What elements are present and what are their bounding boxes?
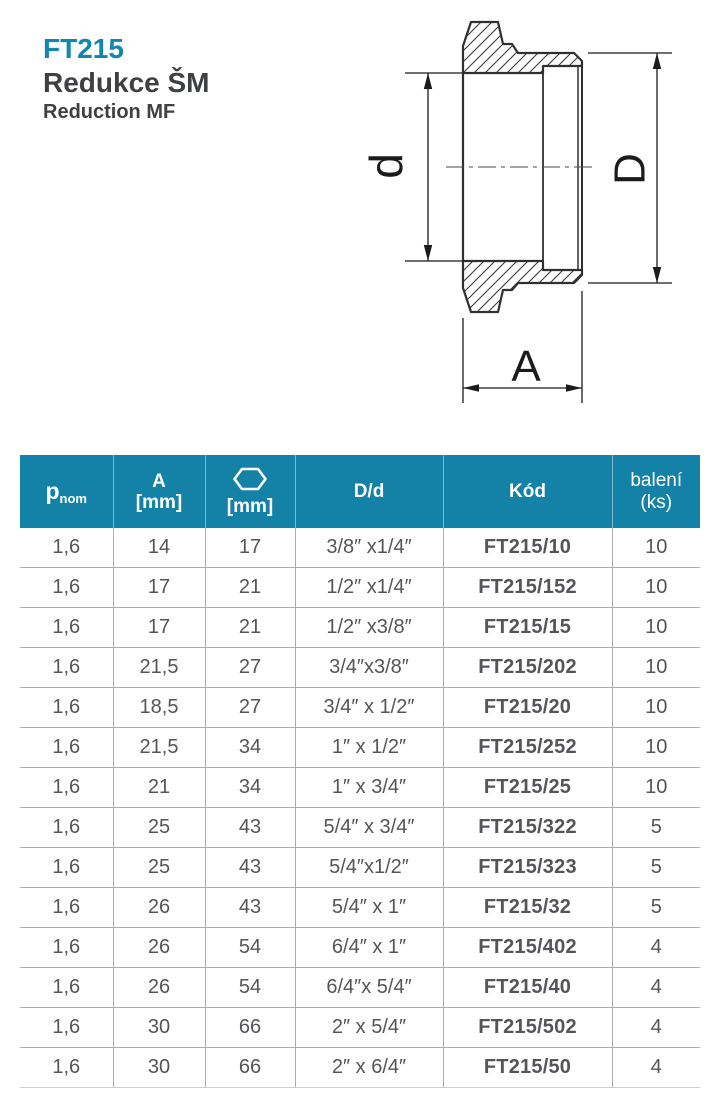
col-pack-label: balení xyxy=(630,469,683,491)
col-header-pack xyxy=(612,455,700,528)
section-bottom-wall xyxy=(463,261,582,312)
fitting-edges xyxy=(463,66,582,270)
pnom-sub: nom xyxy=(59,490,87,506)
cell-code: FT215/502 xyxy=(443,1008,612,1048)
cell-pack: 10 xyxy=(612,728,700,768)
cell-code: FT215/20 xyxy=(443,688,612,728)
arrow-right xyxy=(566,384,582,392)
table-row xyxy=(20,648,700,688)
cell-pnom: 1,6 xyxy=(20,928,113,968)
cell-a-mm: 26 xyxy=(113,888,205,928)
table-row xyxy=(20,848,700,888)
product-code: FT215 xyxy=(43,33,124,64)
cell-code: FT215/322 xyxy=(443,808,612,848)
cell-hex-mm: 43 xyxy=(205,808,295,848)
cell-code: FT215/402 xyxy=(443,928,612,968)
cell-dd: 2″ x 6/4″ xyxy=(295,1048,443,1088)
cell-code: FT215/32 xyxy=(443,888,612,928)
cell-code: FT215/152 xyxy=(443,568,612,608)
cell-hex-mm: 54 xyxy=(205,968,295,1008)
cell-pnom: 1,6 xyxy=(20,608,113,648)
cell-pnom: 1,6 xyxy=(20,848,113,888)
cell-hex-mm: 43 xyxy=(205,848,295,888)
cell-a-mm: 25 xyxy=(113,848,205,888)
cell-code: FT215/40 xyxy=(443,968,612,1008)
col-a-symbol: A xyxy=(152,470,166,492)
cell-code: FT215/15 xyxy=(443,608,612,648)
product-header xyxy=(43,34,210,123)
section-top-wall xyxy=(463,22,582,73)
cell-hex-mm: 27 xyxy=(205,648,295,688)
table-row xyxy=(20,808,700,848)
cell-pack: 10 xyxy=(612,688,700,728)
cell-dd: 6/4″ x 1″ xyxy=(295,928,443,968)
table-row xyxy=(20,728,700,768)
cell-dd: 2″ x 5/4″ xyxy=(295,1008,443,1048)
cell-a-mm: 21 xyxy=(113,768,205,808)
cell-pnom: 1,6 xyxy=(20,728,113,768)
cell-a-mm: 21,5 xyxy=(113,648,205,688)
cell-pack: 10 xyxy=(612,648,700,688)
table-row xyxy=(20,968,700,1008)
cell-dd: 5/4″x1/2″ xyxy=(295,848,443,888)
hex-nut-icon xyxy=(206,466,295,492)
dim-label-A: A xyxy=(511,342,541,391)
cell-code: FT215/202 xyxy=(443,648,612,688)
arrow-left xyxy=(463,384,479,392)
table-body xyxy=(20,528,700,1088)
col-header-code: Kód xyxy=(443,455,612,528)
cell-code: FT215/50 xyxy=(443,1048,612,1088)
dim-label-D: D xyxy=(605,153,655,185)
cell-hex-mm: 17 xyxy=(205,528,295,568)
spec-table xyxy=(20,455,700,1088)
col-header-dd: D/d xyxy=(295,455,443,528)
cell-pack: 5 xyxy=(612,848,700,888)
cell-dd: 3/8″ x1/4″ xyxy=(295,528,443,568)
cell-pack: 5 xyxy=(612,888,700,928)
cell-a-mm: 26 xyxy=(113,928,205,968)
cell-pnom: 1,6 xyxy=(20,968,113,1008)
cell-pack: 10 xyxy=(612,608,700,648)
cell-hex-mm: 66 xyxy=(205,1008,295,1048)
cell-code: FT215/323 xyxy=(443,848,612,888)
cell-pack: 10 xyxy=(612,528,700,568)
table-row xyxy=(20,1048,700,1088)
cell-pnom: 1,6 xyxy=(20,648,113,688)
product-name-cs: Redukce ŠM xyxy=(43,67,210,99)
product-name-en: Reduction MF xyxy=(43,100,176,123)
cell-dd: 1″ x 3/4″ xyxy=(295,768,443,808)
arrow-up xyxy=(424,73,432,89)
cell-a-mm: 30 xyxy=(113,1008,205,1048)
cell-a-mm: 14 xyxy=(113,528,205,568)
dim-label-d: d xyxy=(360,153,413,179)
cell-pnom: 1,6 xyxy=(20,688,113,728)
cell-a-mm: 26 xyxy=(113,968,205,1008)
col-header-a xyxy=(113,455,205,528)
cell-dd: 1″ x 1/2″ xyxy=(295,728,443,768)
cell-a-mm: 17 xyxy=(113,608,205,648)
table-row xyxy=(20,888,700,928)
header-row xyxy=(20,455,700,528)
cell-dd: 1/2″ x3/8″ xyxy=(295,608,443,648)
cell-dd: 1/2″ x1/4″ xyxy=(295,568,443,608)
cell-pnom: 1,6 xyxy=(20,768,113,808)
cell-pnom: 1,6 xyxy=(20,1008,113,1048)
col-a-unit: [mm] xyxy=(135,491,183,513)
cell-hex-mm: 66 xyxy=(205,1048,295,1088)
cell-dd: 6/4″x 5/4″ xyxy=(295,968,443,1008)
cell-a-mm: 18,5 xyxy=(113,688,205,728)
cell-a-mm: 25 xyxy=(113,808,205,848)
col-header-hex xyxy=(205,455,295,528)
arrow-down xyxy=(424,245,432,261)
col-header-pnom xyxy=(20,455,113,528)
cell-dd: 5/4″ x 1″ xyxy=(295,888,443,928)
cell-a-mm: 30 xyxy=(113,1048,205,1088)
cell-pnom: 1,6 xyxy=(20,528,113,568)
cell-hex-mm: 54 xyxy=(205,928,295,968)
cell-hex-mm: 43 xyxy=(205,888,295,928)
technical-drawing xyxy=(360,0,713,420)
table-row xyxy=(20,1008,700,1048)
cell-a-mm: 21,5 xyxy=(113,728,205,768)
cell-hex-mm: 21 xyxy=(205,568,295,608)
table-row xyxy=(20,568,700,608)
cell-pack: 4 xyxy=(612,968,700,1008)
table-row xyxy=(20,608,700,648)
cell-pnom: 1,6 xyxy=(20,1048,113,1088)
cell-hex-mm: 21 xyxy=(205,608,295,648)
cell-pack: 5 xyxy=(612,808,700,848)
cell-pack: 4 xyxy=(612,1048,700,1088)
cell-pack: 4 xyxy=(612,928,700,968)
spec-table-header xyxy=(20,455,700,528)
cell-a-mm: 17 xyxy=(113,568,205,608)
cell-code: FT215/10 xyxy=(443,528,612,568)
col-hex-unit: [mm] xyxy=(226,496,274,517)
table-row xyxy=(20,688,700,728)
cell-dd: 3/4″ x 1/2″ xyxy=(295,688,443,728)
cell-hex-mm: 27 xyxy=(205,688,295,728)
cell-dd: 3/4″x3/8″ xyxy=(295,648,443,688)
cell-pnom: 1,6 xyxy=(20,568,113,608)
pnom-base: p xyxy=(45,477,60,504)
cell-hex-mm: 34 xyxy=(205,728,295,768)
cell-dd: 5/4″ x 3/4″ xyxy=(295,808,443,848)
cell-code: FT215/252 xyxy=(443,728,612,768)
cell-code: FT215/25 xyxy=(443,768,612,808)
arrow-down xyxy=(653,267,661,283)
cell-pnom: 1,6 xyxy=(20,888,113,928)
arrow-up xyxy=(653,53,661,69)
table-row xyxy=(20,928,700,968)
cell-hex-mm: 34 xyxy=(205,768,295,808)
cell-pack: 10 xyxy=(612,568,700,608)
cell-pack: 10 xyxy=(612,768,700,808)
table-row xyxy=(20,528,700,568)
col-pack-unit: (ks) xyxy=(640,491,673,513)
cell-pack: 4 xyxy=(612,1008,700,1048)
table-row xyxy=(20,768,700,808)
cell-pnom: 1,6 xyxy=(20,808,113,848)
